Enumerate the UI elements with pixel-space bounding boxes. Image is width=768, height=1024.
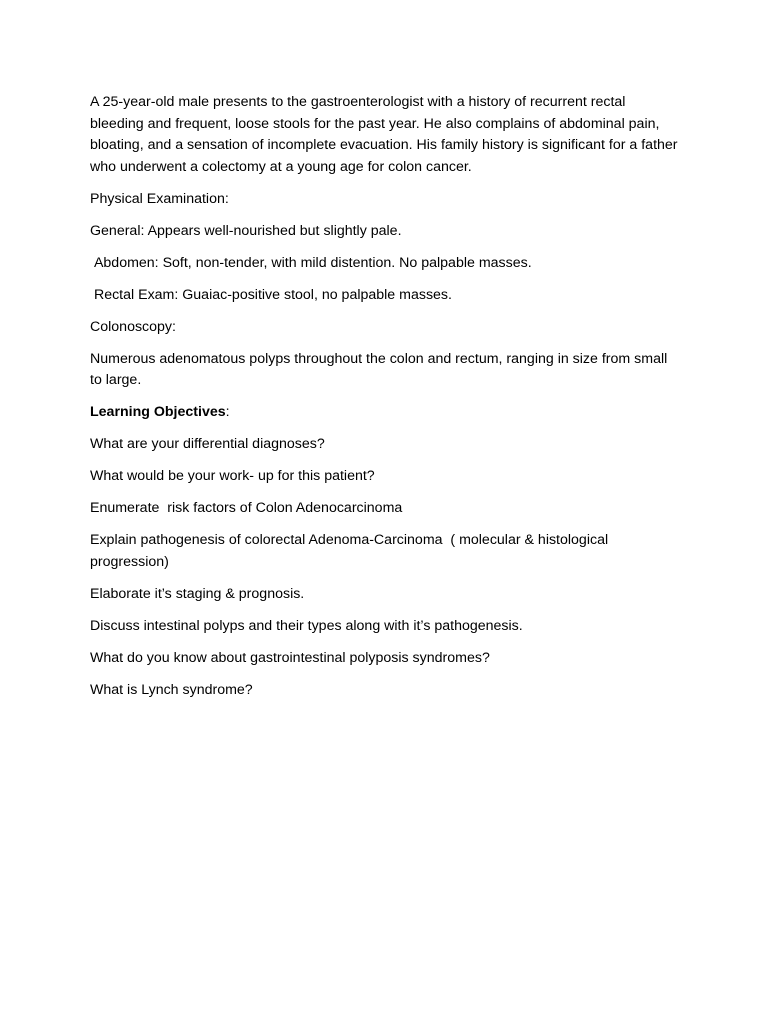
- learning-objectives-heading: [90, 402, 682, 424]
- objective-item: What is Lynch syndrome?: [90, 681, 253, 698]
- learning-objectives-colon: :: [225, 404, 230, 420]
- objective-item: What would be your work- up for this patient?: [90, 468, 375, 484]
- document-body: [90, 92, 682, 712]
- objective-item: Enumerate risk factors of Colon Adenocarcinoma: [90, 500, 403, 516]
- case-intro-paragraph: A 25-year-old male presents to the gastroenterologist with a history of recurrent rectal bleeding and frequent, loose stools for the past year. He also complains of abdominal pain, bloating, and a sensation of incomplete evacuation. His family history is significant for a father who underwent a colectomy at a young age for colon cancer.: [90, 94, 682, 175]
- colonoscopy-findings: Numerous adenomatous polyps throughout the colon and rectum, ranging in size from small to large.: [90, 350, 672, 388]
- objective-item: Explain pathogenesis of colorectal Adenoma-Carcinoma ( molecular & histological progression): [90, 532, 613, 570]
- objective-item: What do you know about gastrointestinal polyposis syndromes?: [90, 649, 490, 666]
- objective-item: Discuss intestinal polyps and their types along with it’s pathogenesis.: [90, 617, 523, 634]
- objective-item: What are your differential diagnoses?: [90, 436, 325, 452]
- colonoscopy-heading: Colonoscopy:: [90, 318, 176, 335]
- physical-exam-heading: Physical Examination:: [90, 190, 229, 207]
- abdomen-finding: Abdomen: Soft, non-tender, with mild distention. No palpable masses.: [90, 254, 532, 271]
- general-finding: General: Appears well-nourished but slightly pale.: [90, 222, 402, 239]
- objective-item: Elaborate it’s staging & prognosis.: [90, 585, 305, 602]
- learning-objectives-label: Learning Objectives: [90, 404, 226, 420]
- rectal-exam-finding: Rectal Exam: Guaiac-positive stool, no palpable masses.: [90, 286, 452, 303]
